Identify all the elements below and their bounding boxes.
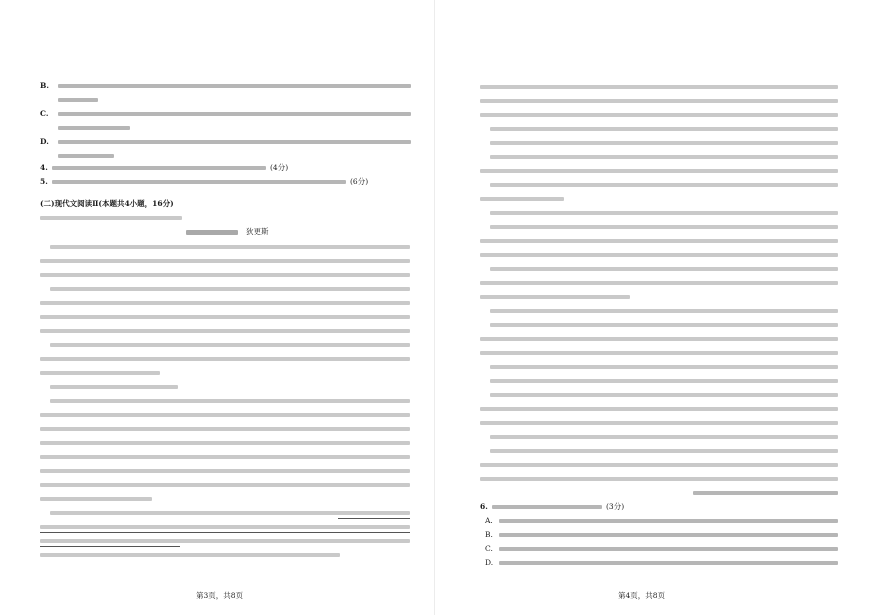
option-b-marker: B. [40, 81, 49, 90]
question-6-number: 6. [480, 502, 488, 511]
underline [40, 532, 410, 533]
article-line [480, 337, 838, 341]
article-line [490, 365, 838, 369]
article-line [490, 323, 838, 327]
article-line [490, 435, 838, 439]
question-4-text [52, 166, 266, 170]
article-title [186, 230, 238, 235]
question-4-number: 4. [40, 163, 48, 172]
page-footer: 第3页，共8页 [196, 591, 244, 600]
option-d-text [58, 154, 114, 158]
question-5-number: 5. [40, 177, 48, 186]
question-6-text [492, 505, 602, 509]
option-c-text [58, 126, 130, 130]
option-b-text [58, 84, 411, 88]
article-line [490, 309, 838, 313]
question-6-score: (3分) [606, 502, 625, 511]
article-line [40, 497, 152, 501]
page-footer: 第4页，共8页 [618, 591, 666, 600]
article-line [480, 463, 838, 467]
article-line [50, 287, 410, 291]
right-page [435, 0, 870, 615]
option-a-marker: A. [485, 516, 493, 525]
article-source [693, 491, 838, 495]
article-line [40, 315, 410, 319]
article-line [40, 483, 410, 487]
article-line [40, 553, 340, 557]
article-line [490, 183, 838, 187]
article-line [490, 393, 838, 397]
article-line [40, 329, 410, 333]
article-line [480, 99, 838, 103]
article-line [50, 399, 410, 403]
article-line [50, 511, 410, 515]
article-line [480, 197, 564, 201]
article-line [490, 141, 838, 145]
article-author: 狄更斯 [246, 227, 269, 236]
article-line [490, 267, 838, 271]
article-line [40, 357, 410, 361]
article-line [40, 525, 410, 529]
article-line [40, 301, 410, 305]
article-line [480, 421, 838, 425]
option-a-text [499, 519, 838, 523]
option-c-marker: C. [485, 544, 493, 553]
question-5-score: (6分) [350, 177, 369, 186]
article-line [40, 539, 410, 543]
article-line [490, 127, 838, 131]
article-line [480, 477, 838, 481]
question-4-score: (4分) [270, 163, 289, 172]
section-heading: (二)现代文阅读Ⅱ(本题共4小题，16分) [40, 199, 174, 208]
article-line [40, 259, 410, 263]
article-line [490, 449, 838, 453]
article-line [40, 469, 410, 473]
option-d-text [499, 561, 838, 565]
article-line [490, 211, 838, 215]
article-line [480, 85, 838, 89]
article-line [480, 281, 838, 285]
underline [40, 546, 180, 547]
article-line [40, 413, 410, 417]
section-instruction [40, 216, 182, 220]
question-5-text [52, 180, 346, 184]
article-line [50, 385, 178, 389]
article-line [40, 427, 410, 431]
article-line [50, 343, 410, 347]
article-line [490, 155, 838, 159]
article-line [50, 245, 410, 249]
article-line [490, 379, 838, 383]
article-line [40, 455, 410, 459]
option-c-text [58, 112, 411, 116]
article-line [40, 441, 410, 445]
article-line [480, 351, 838, 355]
article-line [480, 253, 838, 257]
article-line [490, 225, 838, 229]
option-d-marker: D. [40, 137, 49, 146]
article-line [480, 239, 838, 243]
option-b-text [58, 98, 98, 102]
article-line [480, 113, 838, 117]
option-b-marker: B. [485, 530, 493, 539]
article-line [40, 273, 410, 277]
underline [338, 518, 410, 519]
article-line [480, 169, 838, 173]
option-c-text [499, 547, 838, 551]
article-line [480, 407, 838, 411]
option-c-marker: C. [40, 109, 49, 118]
article-line [480, 295, 630, 299]
option-d-text [58, 140, 411, 144]
option-d-marker: D. [485, 558, 494, 567]
option-b-text [499, 533, 838, 537]
article-line [40, 371, 160, 375]
